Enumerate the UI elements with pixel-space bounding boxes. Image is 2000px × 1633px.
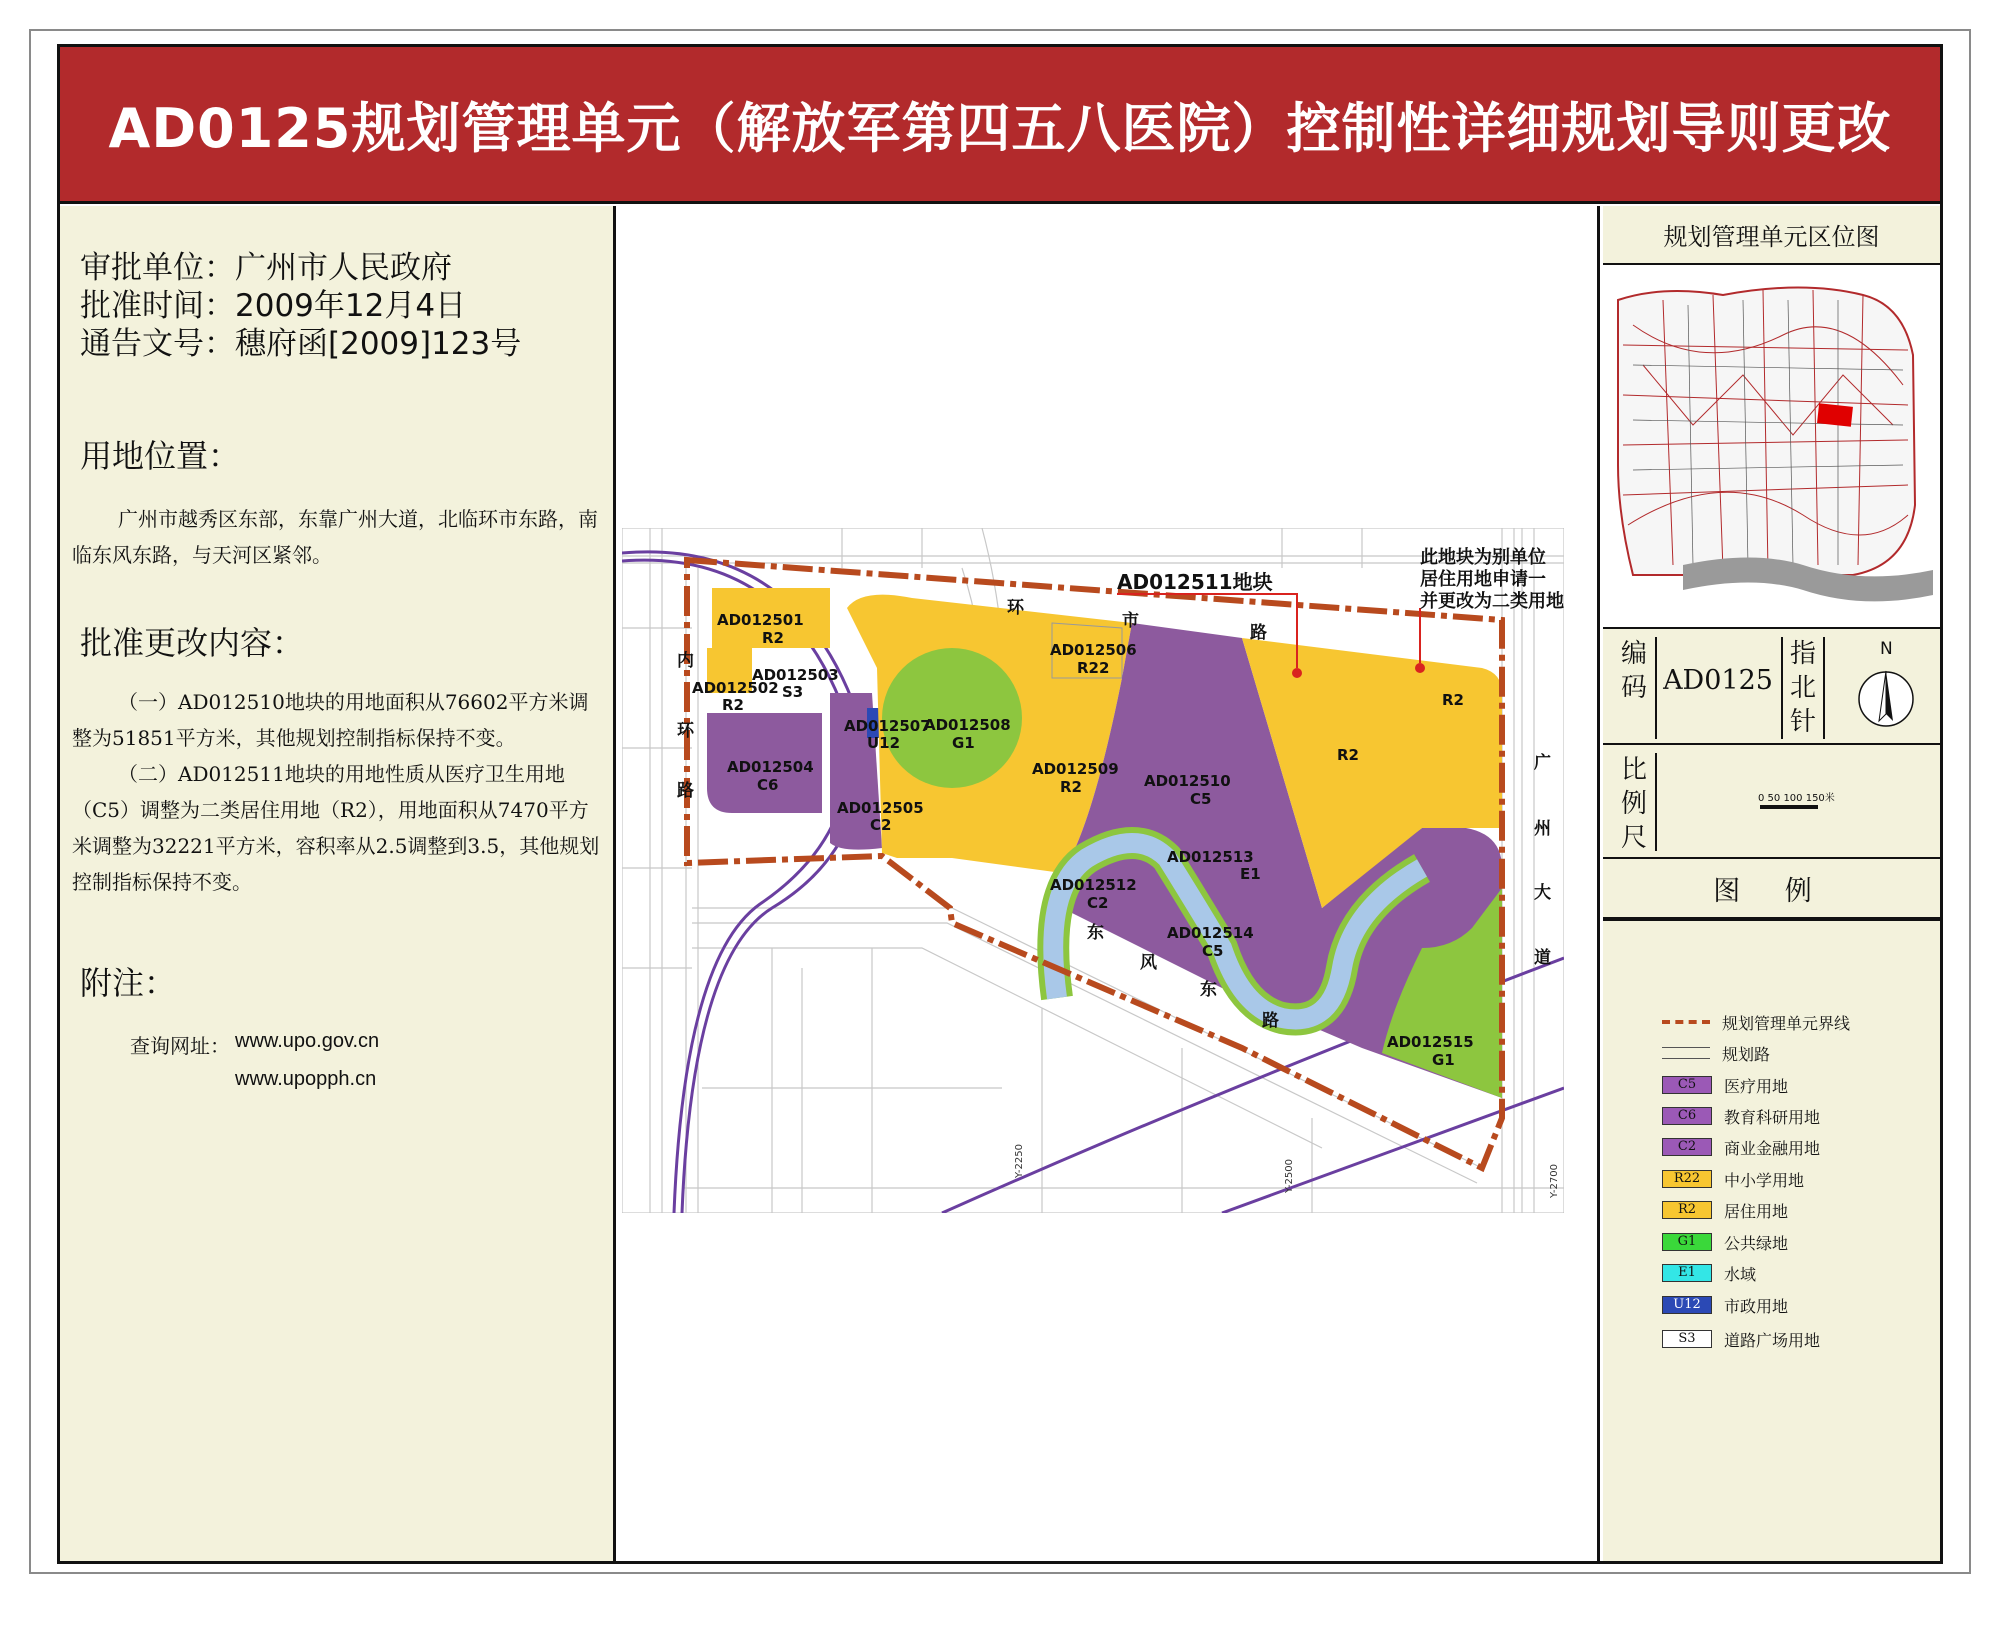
legend-label: 中小学用地 <box>1724 1170 1805 1190</box>
legend-label: 市政用地 <box>1724 1296 1789 1316</box>
legend-G1 <box>1662 1231 1788 1253</box>
scale-text: 0 50 100 150米 <box>1758 793 1835 804</box>
planning-map <box>622 528 1564 1213</box>
label-AD012509-use: R2 <box>1060 778 1082 796</box>
legend-E1 <box>1662 1262 1756 1284</box>
location-map-title: 规划管理单元区位图 <box>1663 223 1880 251</box>
unit-location-marker <box>1817 403 1853 426</box>
legend-label: 规划路 <box>1722 1044 1771 1064</box>
callout-dot-2 <box>1415 663 1425 673</box>
legend-label: 居住用地 <box>1724 1201 1789 1221</box>
road-north-2: 市 <box>1122 611 1139 631</box>
road-east-1: 广 <box>1534 753 1551 773</box>
legend-label: 水域 <box>1724 1264 1757 1284</box>
change-item-2: （二）AD012511地块的用地性质从医疗卫生用地（C5）调整为二类居住用地（R2），用地面积从7470平方米调整为32221平方米，容积率从2.5调整到3.5，其他规划控制指标保持不变。 <box>72 762 600 894</box>
url-upopph[interactable]: www.upopph.cn <box>235 1068 377 1090</box>
label-R2-large: R2 <box>1337 746 1359 764</box>
legend-label: 商业金融用地 <box>1724 1138 1821 1158</box>
notes-heading: 附注： <box>80 964 177 1002</box>
label-AD012505-use: C2 <box>870 816 892 834</box>
legend-swatch: R22 <box>1662 1170 1712 1188</box>
legend-swatch: E1 <box>1662 1264 1712 1282</box>
legend-R22 <box>1662 1168 1804 1190</box>
callout-note-line-1: 此地块为别单位 <box>1420 547 1546 568</box>
page-title: AD0125规划管理单元（解放军第四五八医院）控制性详细规划导则更改 <box>108 96 1892 160</box>
label-AD012508: AD012508 <box>924 716 1011 734</box>
legend-label: 教育科研用地 <box>1724 1107 1821 1127</box>
label-AD012507-use: U12 <box>867 734 901 752</box>
change-item-1: （一）AD012510地块的用地面积从76602平方米调整为51851平方米，其他规划控制指标保持不变。 <box>72 690 589 750</box>
label-AD012506-use: R22 <box>1077 659 1110 677</box>
legend-swatch: U12 <box>1662 1296 1712 1314</box>
location-text: 广州市越秀区东部，东靠广州大道，北临环市东路，南临东风东路，与天河区紧邻。 <box>72 507 598 567</box>
scale-box <box>1603 745 1940 859</box>
location-map-header <box>1603 206 1940 265</box>
notice-number: 通告文号：穗府函[2009]123号 <box>80 326 522 362</box>
road-swatch <box>1662 1047 1710 1059</box>
scale-bar <box>1760 805 1818 809</box>
legend-U12 <box>1662 1294 1788 1316</box>
label-AD012507: AD012507 <box>844 717 931 735</box>
legend-header <box>1603 859 1940 919</box>
legend-swatch: R2 <box>1662 1201 1712 1219</box>
query-label: 查询网址： <box>130 1036 230 1058</box>
approval-date: 批准时间：2009年12月4日 <box>80 288 467 324</box>
legend-swatch: C6 <box>1662 1107 1712 1125</box>
label-AD012515-use: G1 <box>1432 1051 1455 1069</box>
label-AD012506: AD012506 <box>1050 641 1137 659</box>
road-south-4: 路 <box>1262 1011 1279 1031</box>
road-id-1: Y-2250 <box>1014 1144 1025 1178</box>
legend-label: 医疗用地 <box>1724 1076 1789 1096</box>
label-AD012509: AD012509 <box>1032 760 1119 778</box>
legend-C5 <box>1662 1074 1788 1096</box>
legend-swatch: S3 <box>1662 1330 1712 1348</box>
north-label: 指北针 <box>1781 637 1825 739</box>
road-west-3: 路 <box>677 781 694 801</box>
road-id-3: Y-2700 <box>1549 1164 1560 1198</box>
label-AD012515: AD012515 <box>1387 1033 1474 1051</box>
legend-R2 <box>1662 1199 1788 1221</box>
callout-note-line-3: 并更改为二类用地 <box>1420 591 1564 612</box>
boundary-swatch <box>1662 1020 1710 1024</box>
label-AD012512: AD012512 <box>1050 876 1137 894</box>
label-AD012501-use: R2 <box>762 629 784 647</box>
road-west-2: 环 <box>677 721 694 741</box>
label-AD012504: AD012504 <box>727 758 814 776</box>
label-AD012503: AD012503 <box>752 666 839 684</box>
legend-swatch: G1 <box>1662 1233 1712 1251</box>
legend-label: 公共绿地 <box>1724 1233 1789 1253</box>
approval-unit: 审批单位：广州市人民政府 <box>80 250 452 286</box>
label-AD012513: AD012513 <box>1167 848 1254 866</box>
legend-swatch: C2 <box>1662 1138 1712 1156</box>
legend-label: 道路广场用地 <box>1724 1330 1821 1350</box>
left-panel <box>60 206 616 1561</box>
label-AD012510: AD012510 <box>1144 772 1231 790</box>
road-east-3: 大 <box>1534 883 1551 903</box>
road-north-3: 路 <box>1250 623 1267 643</box>
callout-AD012511: AD012511地块 <box>1117 570 1273 594</box>
label-AD012505: AD012505 <box>837 799 924 817</box>
label-AD012514: AD012514 <box>1167 924 1254 942</box>
label-AD012513-use: E1 <box>1240 865 1261 883</box>
legend-title: 图 例 <box>1713 875 1830 907</box>
label-AD012508-use: G1 <box>952 734 975 752</box>
road-id-2: Y-2500 <box>1284 1159 1295 1193</box>
legend-C2 <box>1662 1136 1820 1158</box>
callout-dot-1 <box>1292 668 1302 678</box>
label-AD012501: AD012501 <box>717 611 804 629</box>
location-map-box <box>1603 265 1940 629</box>
legend-boundary <box>1662 1011 1850 1033</box>
callout-note-line-2: 居住用地申请一 <box>1420 569 1546 590</box>
changes-heading: 批准更改内容： <box>80 624 305 662</box>
legend-label: 规划管理单元界线 <box>1722 1013 1851 1033</box>
code-label: 编码 <box>1613 637 1657 739</box>
label-AD012510-use: C5 <box>1190 790 1212 808</box>
road-east-2: 州 <box>1534 819 1551 839</box>
label-R2-small: R2 <box>1442 691 1464 709</box>
road-north-1: 环 <box>1007 598 1024 618</box>
title-bar <box>60 47 1940 204</box>
code-north-box <box>1603 629 1940 745</box>
legend-S3 <box>1662 1328 1820 1350</box>
city-outline <box>1618 288 1915 576</box>
label-AD012514-use: C5 <box>1202 942 1224 960</box>
road-south-2: 风 <box>1140 953 1157 973</box>
label-AD012504-use: C6 <box>757 776 779 794</box>
code-value: AD0125 <box>1663 665 1773 696</box>
right-panel <box>1603 206 1940 1561</box>
label-AD012502-use: R2 <box>722 696 744 714</box>
north-letter: N <box>1880 639 1893 659</box>
compass-icon <box>1846 659 1926 739</box>
location-heading: 用地位置： <box>80 437 241 475</box>
label-AD012503-use: S3 <box>782 683 804 701</box>
label-AD012512-use: C2 <box>1087 894 1109 912</box>
url-upo[interactable]: www.upo.gov.cn <box>235 1030 380 1052</box>
road-south-1: 东 <box>1087 923 1104 943</box>
legend-road <box>1662 1042 1770 1064</box>
location-map <box>1603 265 1940 627</box>
road-east-4: 道 <box>1534 948 1551 968</box>
legend-body <box>1603 919 1940 1561</box>
legend-C6 <box>1662 1105 1820 1127</box>
north-arrow <box>1846 639 1926 739</box>
label-AD012502: AD012502 <box>692 679 779 697</box>
road-west-1: 内 <box>677 651 694 671</box>
legend-swatch: C5 <box>1662 1076 1712 1094</box>
scale-label: 比例尺 <box>1613 753 1657 851</box>
road-south-3: 东 <box>1200 980 1217 1000</box>
